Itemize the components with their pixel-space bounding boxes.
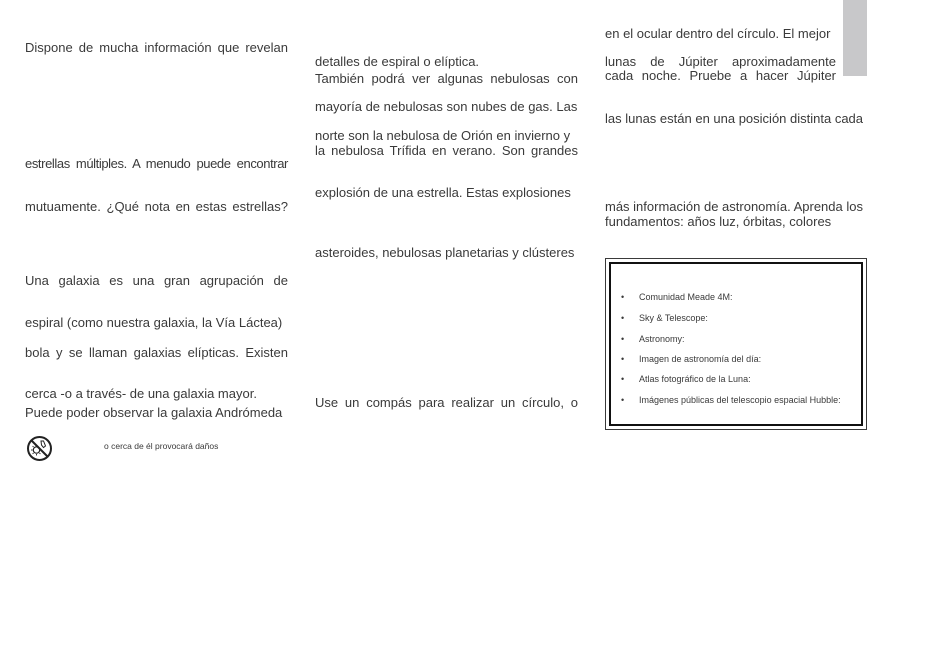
col2-line: la nebulosa Trífida en verano. Son grandes [315, 143, 578, 158]
resource-label: Sky & Telescope: [639, 313, 708, 323]
bullet-icon: • [621, 292, 625, 302]
col2-line: asteroides, nebulosas planetarias y clústeres [315, 245, 575, 260]
col2-line: También podrá ver algunas nebulosas con [315, 71, 578, 86]
section-tab-marker [843, 0, 867, 76]
col3-line: fundamentos: años luz, órbitas, colores [605, 214, 832, 229]
resource-label: Imágenes públicas del telescopio espacial Hubble: [639, 395, 841, 405]
col2-line: explosión de una estrella. Estas explosiones [315, 185, 571, 200]
col2-line: mayoría de nebulosas son nubes de gas. Las [315, 99, 578, 114]
bullet-icon: • [621, 374, 625, 384]
col3-line: cada noche. Pruebe a hacer Júpiter [605, 68, 836, 83]
resource-label: Imagen de astronomía del día: [639, 354, 762, 364]
col1-line: bola y se llaman galaxias elípticas. Existen [25, 345, 288, 360]
resource-label: Atlas fotográfico de la Luna: [639, 374, 751, 384]
bullet-icon: • [621, 354, 625, 364]
resource-label: Comunidad Meade 4M: [639, 292, 733, 302]
col2-line: detalles de espiral o elíptica. [315, 54, 480, 69]
bullet-icon: • [621, 395, 625, 405]
col1-line: Puede poder observar la galaxia Andrómeda [25, 405, 283, 420]
resource-label: Astronomy: [639, 334, 685, 344]
col1-line: cerca -o a través- de una galaxia mayor. [25, 386, 257, 401]
bullet-icon: • [621, 334, 625, 344]
no-sun-viewing-icon [26, 435, 53, 462]
col2-line: Use un compás para realizar un círculo, o [315, 395, 578, 410]
col3-line: más información de astronomía. Aprenda los [605, 199, 863, 214]
col1-line: Dispone de mucha información que revelan [25, 40, 288, 55]
warning-text: o cerca de él provocará daños [104, 441, 219, 451]
col1-line: mutuamente. ¿Qué nota en estas estrellas? [25, 199, 288, 214]
col3-line: las lunas están en una posición distinta cada [605, 111, 864, 126]
col1-line: Una galaxia es una gran agrupación de [25, 273, 288, 288]
col2-line: norte son la nebulosa de Orión en invierno y [315, 128, 571, 143]
bullet-icon: • [621, 313, 625, 323]
col1-line: espiral (como nuestra galaxia, la Vía Láctea) [25, 315, 283, 330]
col3-line: lunas de Júpiter aproximadamente [605, 54, 836, 69]
col3-line: en el ocular dentro del círculo. El mejor [605, 26, 831, 41]
resources-box-inner [609, 262, 863, 426]
col1-line: estrellas múltiples. A menudo puede encontrar [25, 156, 288, 171]
resources-box [605, 258, 867, 430]
